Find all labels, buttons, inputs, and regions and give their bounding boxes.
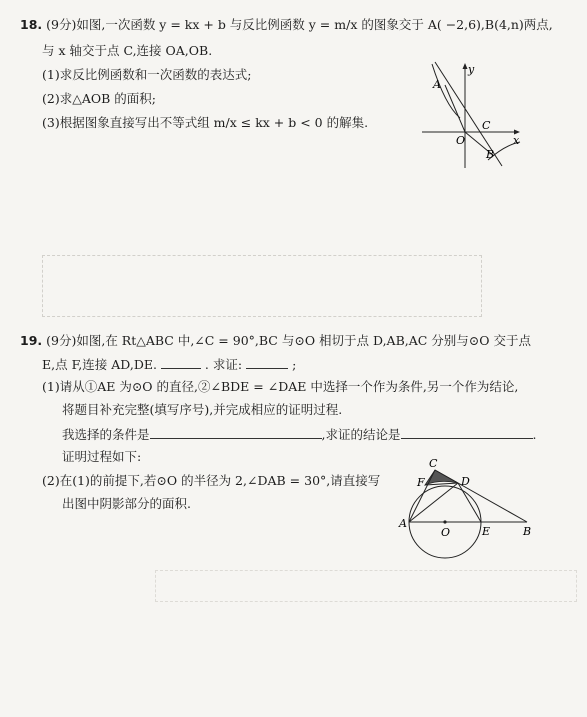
q18-label-O: O bbox=[456, 134, 466, 147]
q19-label-B: B bbox=[523, 525, 532, 538]
q18-label-A: A bbox=[433, 78, 441, 91]
q18-label-C: C bbox=[482, 119, 491, 132]
q19-label-C: C bbox=[429, 457, 438, 470]
q19-stem-line1 bbox=[20, 333, 531, 349]
q19-stem-line2-text: E,点 F,连接 AD,DE. bbox=[42, 357, 157, 372]
q19-label-D: D bbox=[461, 475, 470, 488]
bleed-through-box bbox=[42, 255, 482, 317]
q19-label-E: E bbox=[482, 525, 491, 538]
q19-part1-line4: 证明过程如下: bbox=[62, 449, 142, 464]
q19-stem-line2 bbox=[42, 356, 296, 373]
q18-number: 18. bbox=[20, 17, 43, 32]
q19-label-F: F bbox=[417, 476, 425, 489]
q19-semicolon: ; bbox=[292, 357, 297, 372]
q19-label-O: O bbox=[441, 526, 451, 539]
q18-part1: (1)求反比例函数和一次函数的表达式; bbox=[42, 67, 252, 82]
q18-label-y: y bbox=[468, 63, 475, 76]
q19-chosen-conclusion-label: ,求证的结论是 bbox=[321, 427, 401, 442]
q18-part2: (2)求△AOB 的面积; bbox=[42, 91, 156, 106]
q18-stem-line2: 与 x 轴交于点 C,连接 OA,OB. bbox=[42, 43, 213, 58]
q18-figure bbox=[420, 60, 525, 170]
q19-chosen-condition-label: 我选择的条件是 bbox=[62, 427, 150, 442]
q19-part1-line1: (1)请从①AE 为⊙O 的直径,②∠BDE = ∠DAE 中选择一个作为条件,另一个作为结论, bbox=[42, 379, 519, 394]
q19-figure bbox=[395, 455, 545, 575]
q19-part1-line2: 将题目补充完整(填写序号),并完成相应的证明过程. bbox=[62, 402, 343, 417]
q18-label-B: B bbox=[486, 148, 495, 161]
q19-prove-label: . 求证: bbox=[204, 357, 243, 372]
q18-label-x: x bbox=[513, 134, 520, 147]
q19-chosen-condition-blank[interactable] bbox=[150, 426, 322, 439]
q19-part2-line2: 出图中阴影部分的面积. bbox=[62, 496, 191, 511]
q19-condition-blank[interactable] bbox=[161, 356, 201, 369]
q19-part2-line1: (2)在(1)的前提下,若⊙O 的半径为 2,∠DAB = 30°,请直接写 bbox=[42, 473, 381, 488]
q18-stem-text: (9分)如图,一次函数 y = kx + b 与反比例函数 y = m/x 的图象交于 A( −2,6),B(4,n)两点, bbox=[46, 17, 553, 32]
q19-chosen-conclusion-blank[interactable] bbox=[401, 426, 533, 439]
q19-number: 19. bbox=[20, 333, 43, 348]
q19-label-A: A bbox=[399, 517, 407, 530]
q19-period: . bbox=[532, 427, 537, 442]
q19-part1-line3 bbox=[62, 426, 536, 443]
q18-part3: (3)根据图象直接写出不等式组 m/x ≤ kx + b < 0 的解集. bbox=[42, 115, 369, 130]
bleed-through-text bbox=[300, 226, 304, 240]
q18-stem-line1 bbox=[20, 17, 553, 33]
q19-stem-text: (9分)如图,在 Rt△ABC 中,∠C = 90°,BC 与⊙O 相切于点 D,AB,AC 分别与⊙O 交于点 bbox=[46, 333, 532, 348]
q19-conclusion-blank[interactable] bbox=[246, 356, 288, 369]
